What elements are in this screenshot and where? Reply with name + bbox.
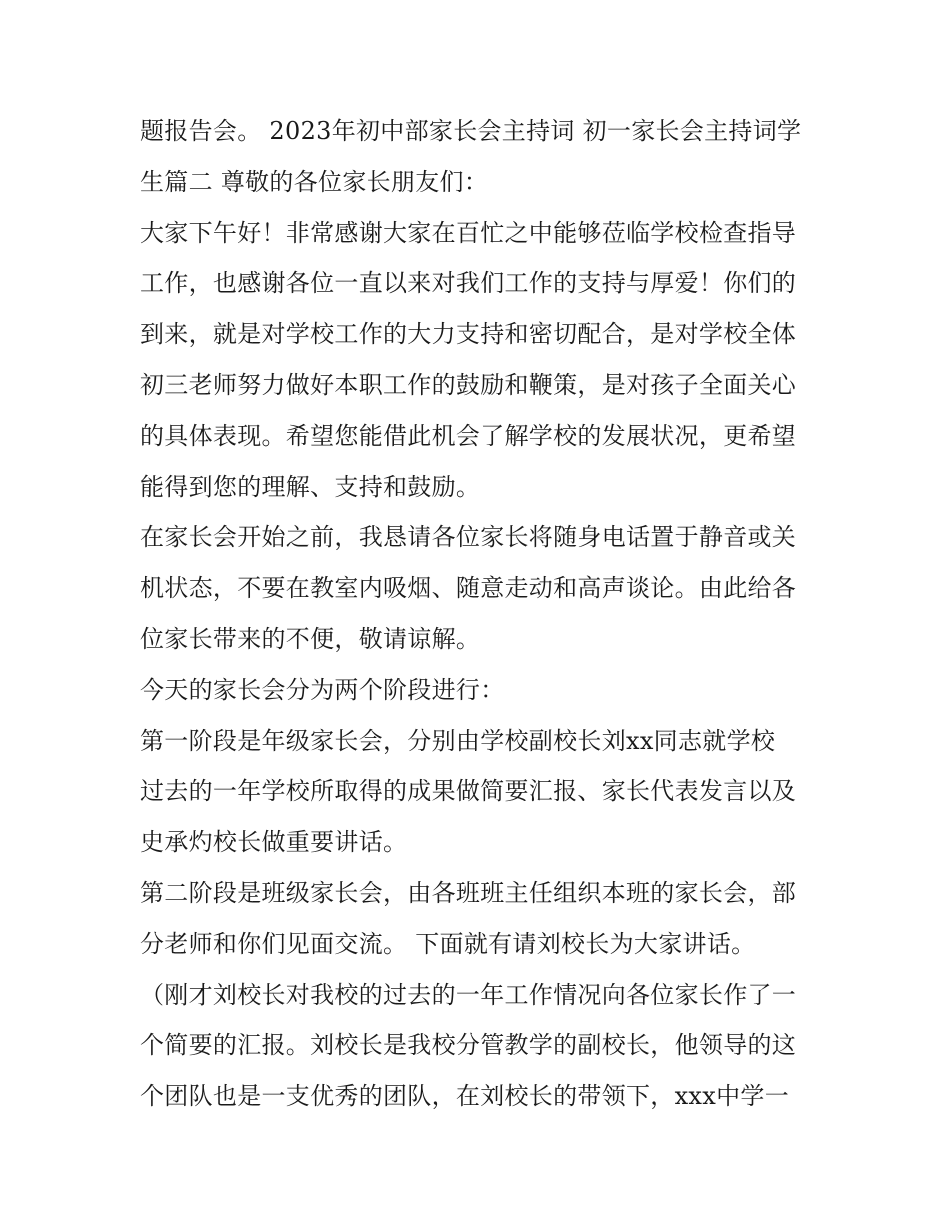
text-line: 题报告会。 2023年初中部家长会主持词 初一家长会主持词学 — [140, 117, 802, 145]
text-line: 史承灼校长做重要讲话。 — [140, 828, 408, 857]
text-line: 第一阶段是年级家长会，分别由学校副校长刘xx同志就学校 — [140, 726, 776, 755]
text-line: （刚才刘校长对我校的过去的一年工作情况向各位家长作了一 — [140, 980, 797, 1009]
text-line: 个简要的汇报。刘校长是我校分管教学的副校长，他领导的这 — [140, 1031, 797, 1060]
text-line: 第二阶段是班级家长会，由各班班主任组织本班的家长会，部 — [140, 878, 797, 907]
text-line: 过去的一年学校所取得的成果做简要汇报、家长代表发言以及 — [140, 777, 797, 806]
text-line: 机状态，不要在教室内吸烟、随意走动和高声谈论。由此给各 — [140, 574, 797, 603]
document-body — [140, 106, 820, 1122]
text-line: 生篇二 尊敬的各位家长朋友们： — [140, 167, 489, 196]
text-line: 大家下午好！非常感谢大家在百忙之中能够莅临学校检查指导 — [140, 218, 797, 247]
text-line: 能得到您的理解、支持和鼓励。 — [140, 472, 481, 501]
text-line: 位家长带来的不便，敬请谅解。 — [140, 624, 481, 653]
text-line: 在家长会开始之前，我恳请各位家长将随身电话置于静音或关 — [140, 523, 797, 552]
text-line: 到来，就是对学校工作的大力支持和密切配合，是对学校全体 — [140, 320, 797, 349]
text-line: 分老师和你们见面交流。 下面就有请刘校长为大家讲话。 — [140, 929, 756, 958]
text-line: 初三老师努力做好本职工作的鼓励和鞭策，是对孩子全面关心 — [140, 370, 797, 399]
text-line: 今天的家长会分为两个阶段进行： — [140, 675, 505, 704]
text-line: 工作，也感谢各位一直以来对我们工作的支持与厚爱！你们的 — [140, 269, 797, 298]
text-line: 的具体表现。希望您能借此机会了解学校的发展状况，更希望 — [140, 421, 797, 450]
text-line: 个团队也是一支优秀的团队，在刘校长的带领下，xxx中学一 — [140, 1082, 790, 1111]
